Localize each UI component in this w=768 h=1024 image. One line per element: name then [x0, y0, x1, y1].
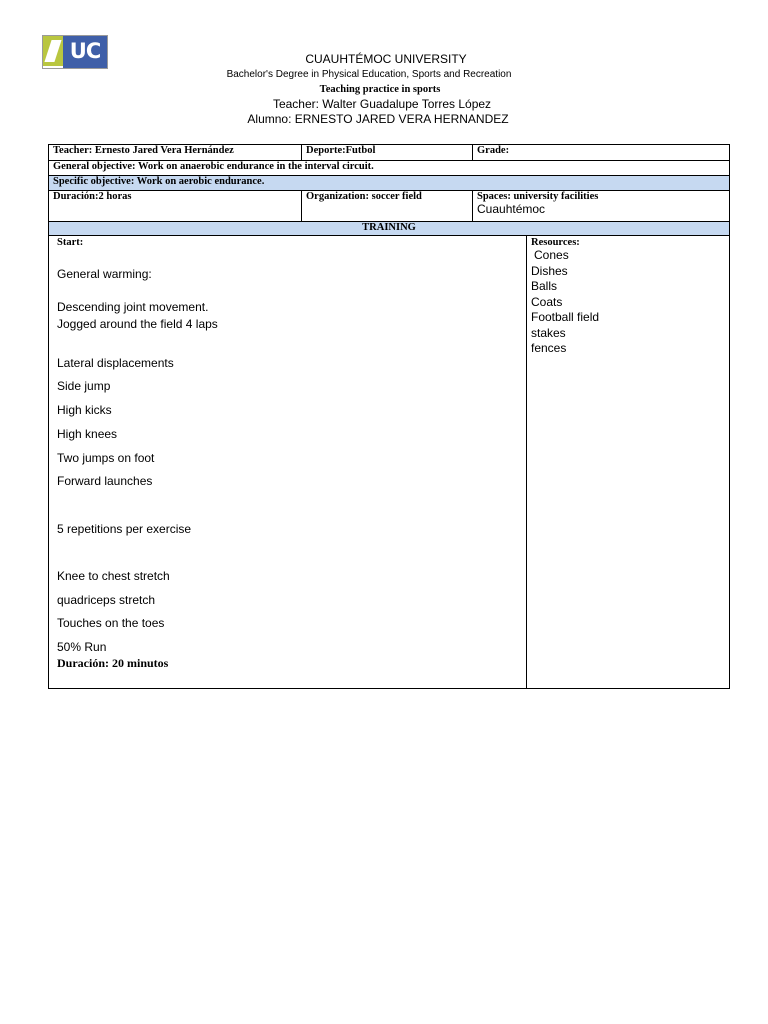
training-content [49, 236, 527, 689]
resource-item: Cones [534, 248, 569, 262]
resource-item: Coats [531, 294, 563, 309]
training-general-warming: General warming: [57, 267, 152, 281]
duracion-cell: Duración:2 horas [49, 191, 302, 222]
spaces-label: Spaces: university facilities [477, 191, 599, 202]
training-high-knees: High knees [57, 427, 118, 441]
teacher-cell: Teacher: Ernesto Jared Vera Hernández [49, 145, 302, 161]
grade-cell: Grade: [473, 145, 730, 161]
specific-objective: Specific objective: Work on aerobic endurance. [49, 176, 730, 191]
resource-item: fences [531, 341, 567, 355]
logo-text: UC [63, 36, 107, 68]
training-forward: Forward launches [57, 474, 153, 488]
resource-item: Dishes [531, 263, 568, 278]
training-descending: Descending joint movement. [57, 300, 209, 314]
resource-item: Balls [531, 279, 558, 293]
training-run: 50% Run [57, 640, 107, 654]
organization-cell: Organization: soccer field [302, 191, 473, 222]
training-quadriceps: quadriceps stretch [57, 593, 156, 607]
general-objective: General objective: Work on anaerobic endurance in the interval circuit. [49, 161, 730, 176]
training-duracion: Duración: 20 minutos [57, 656, 169, 670]
training-jogged: Jogged around the field 4 laps [57, 317, 218, 331]
document-header [0, 52, 768, 127]
training-knee: Knee to chest stretch [57, 569, 170, 583]
training-two-jumps: Two jumps on foot [57, 451, 155, 465]
spaces-value: Cuauhtémoc [477, 202, 546, 216]
practice-title: Teaching practice in sports [319, 84, 441, 95]
header-alumno: Alumno: ERNESTO JARED VERA HERNANDEZ [247, 112, 509, 126]
training-lateral: Lateral displacements [57, 356, 174, 370]
training-heading: TRAINING [49, 222, 730, 236]
resource-item: stakes [531, 325, 566, 340]
resource-item: Football field [531, 310, 600, 324]
lesson-plan-table [48, 144, 730, 689]
deporte-cell: Deporte:Futbol [302, 145, 473, 161]
training-side-jump: Side jump [57, 379, 111, 393]
training-repetitions: 5 repetitions per exercise [57, 522, 192, 536]
resources-cell [527, 236, 730, 689]
degree-line: Bachelor's Degree in Physical Education, Sports and Recreation [226, 69, 512, 80]
university-name: CUAUHTÉMOC UNIVERSITY [305, 52, 467, 66]
training-start: Start: [57, 237, 84, 248]
training-toes: Touches on the toes [57, 616, 165, 630]
resources-title: Resources: [531, 237, 580, 248]
spaces-cell [473, 191, 730, 222]
header-teacher: Teacher: Walter Guadalupe Torres López [272, 97, 492, 111]
training-high-kicks: High kicks [57, 403, 112, 417]
